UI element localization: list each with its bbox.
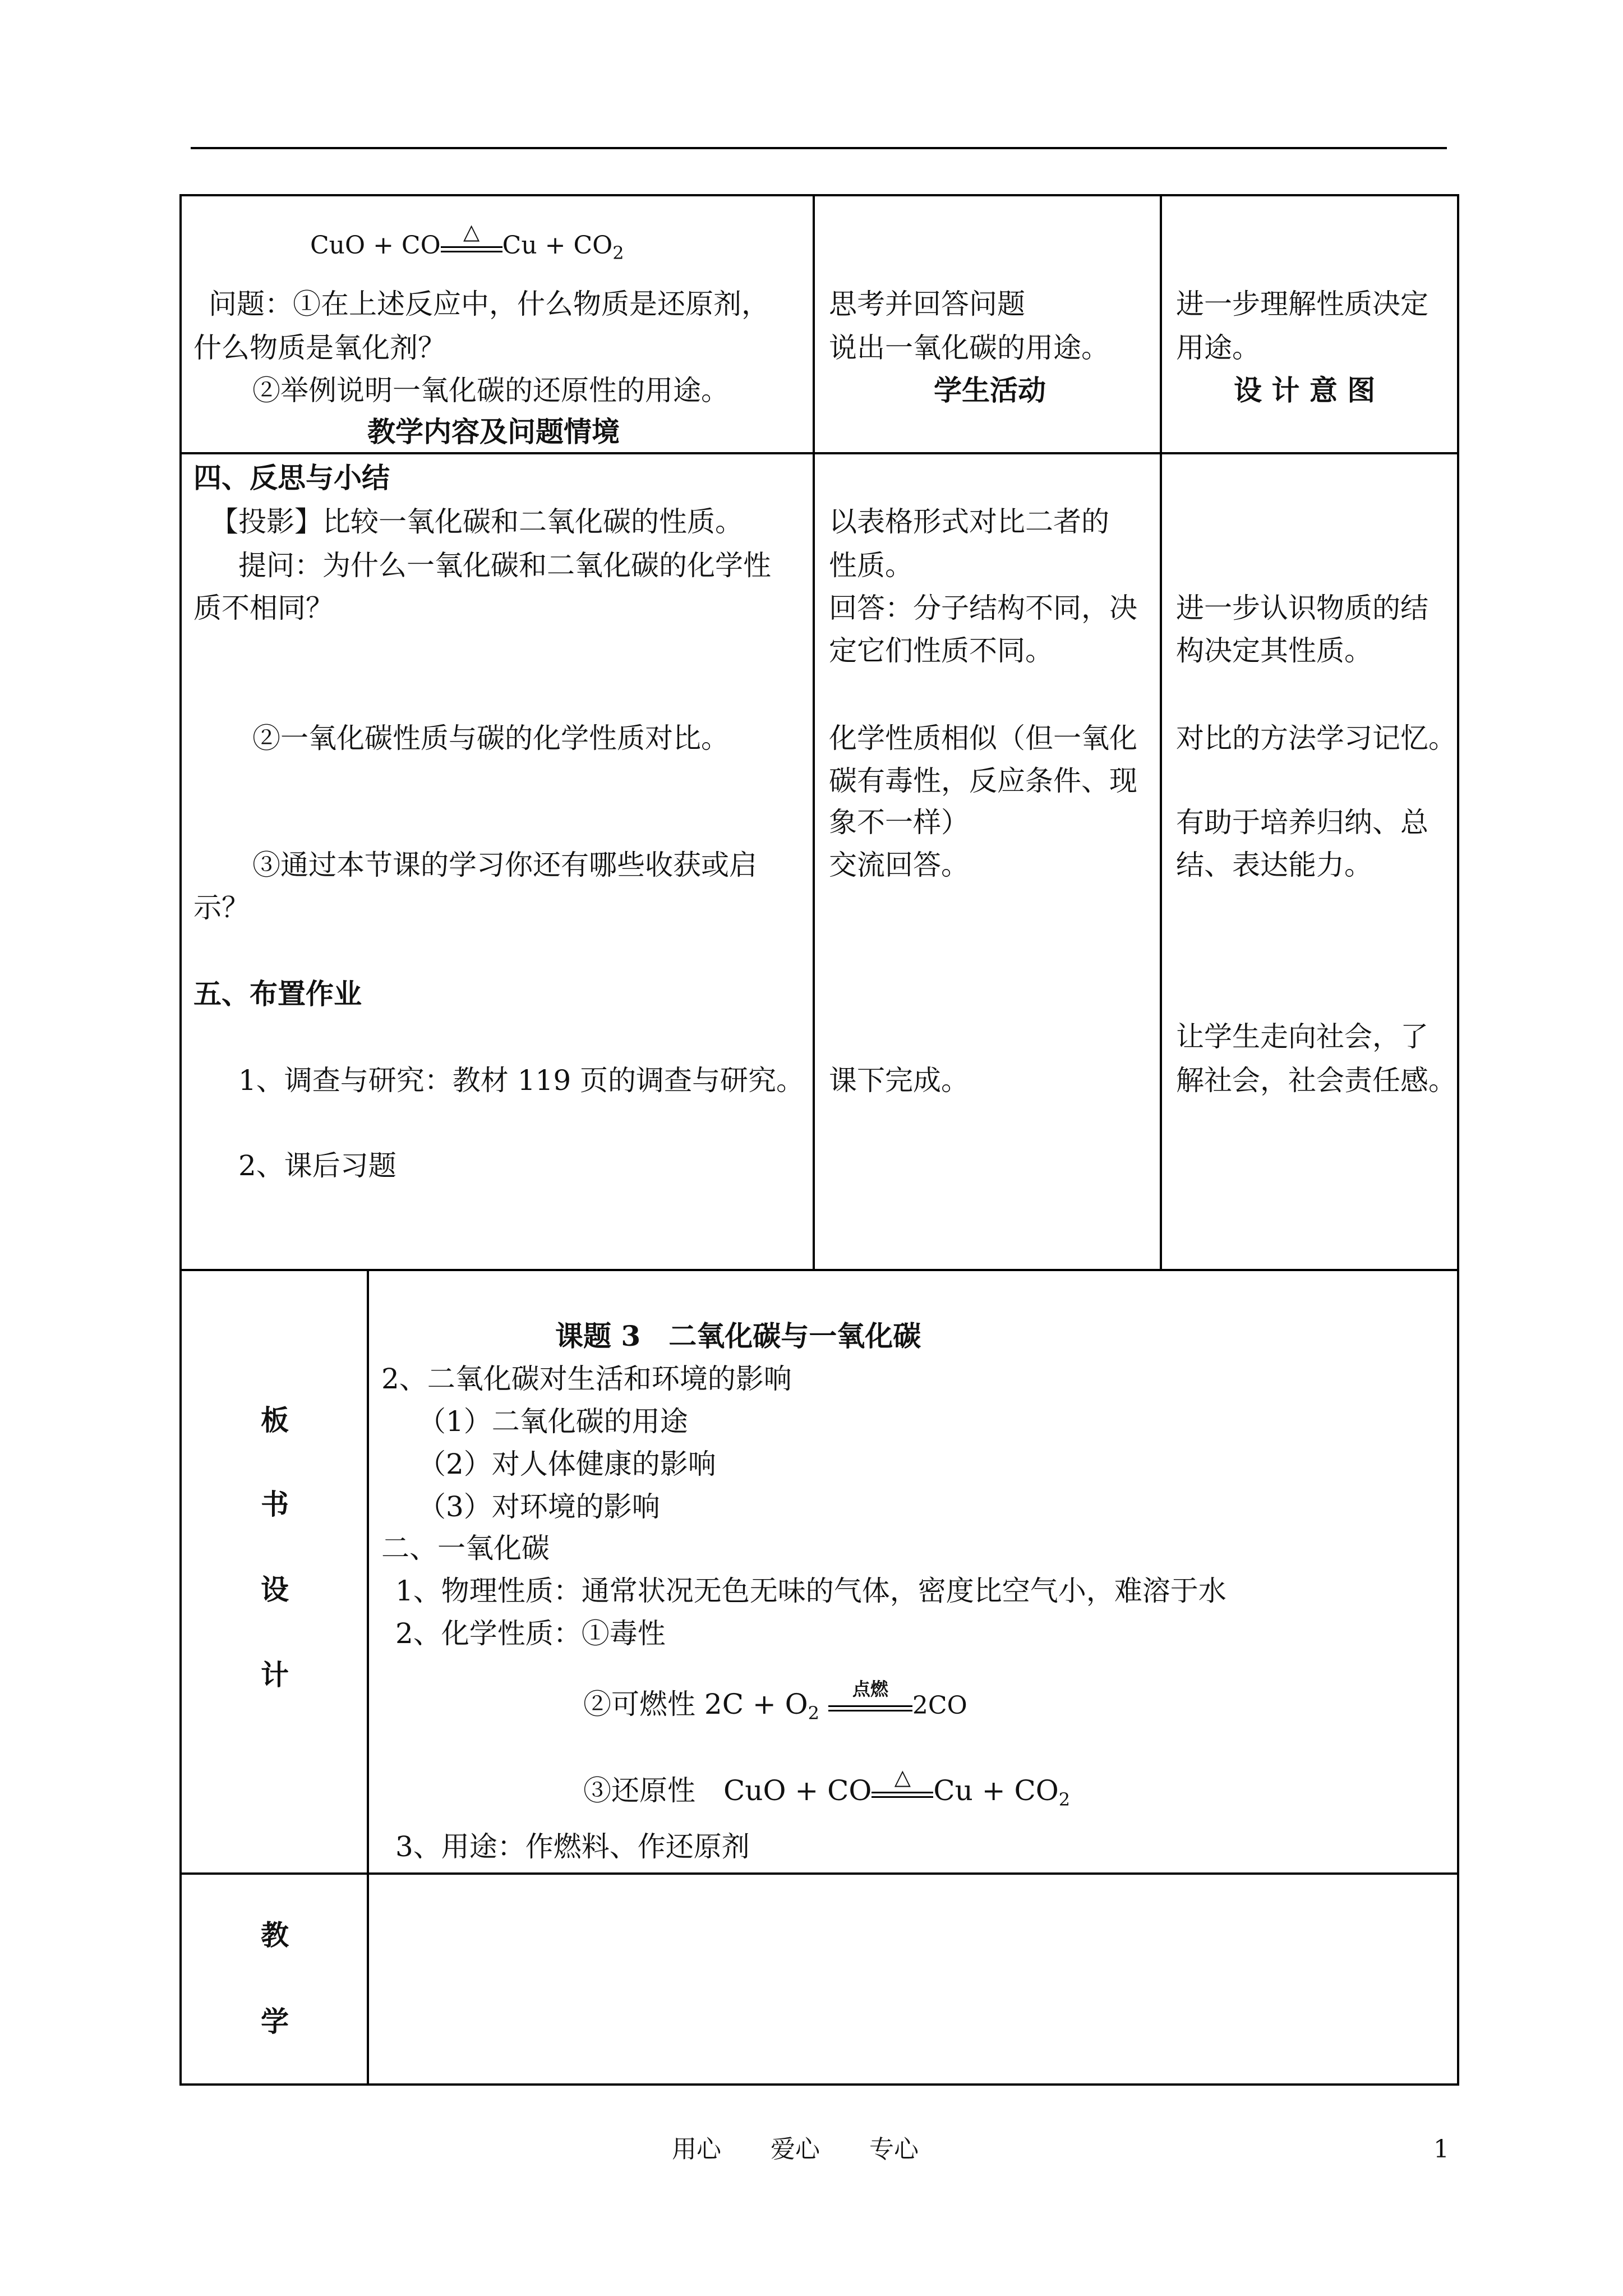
board-line: 二、一氧化碳 xyxy=(381,1532,550,1565)
board-line: 1、物理性质：通常状况无色无味的气体，密度比空气小，难溶于水 xyxy=(395,1575,1227,1607)
board-label-char: 设 xyxy=(261,1573,289,1606)
board-line: （1）二氧化碳的用途 xyxy=(418,1405,688,1438)
header-intent: 设 计 意 图 xyxy=(1234,374,1376,407)
board-label-char: 书 xyxy=(261,1488,289,1521)
student-activity-text: 象不一样） xyxy=(829,806,969,839)
teach-label-char: 教 xyxy=(261,1918,289,1952)
student-activity-text: 思考并回答问题 xyxy=(829,288,1025,320)
board-line: （3）对环境的影响 xyxy=(418,1490,660,1523)
content-text: ②一氧化碳性质与碳的化学性质对比。 xyxy=(252,722,729,754)
reaction-arrow: 点燃 xyxy=(828,1695,912,1718)
board-label-char: 计 xyxy=(261,1658,289,1691)
intent-text: 进一步认识物质的结 xyxy=(1176,592,1428,624)
board-line: （2）对人体健康的影响 xyxy=(418,1448,716,1480)
board-label-char: 板 xyxy=(261,1404,289,1437)
student-activity-text: 交流回答。 xyxy=(829,849,969,881)
combustion-equation: ②可燃性 $2C + O_2$ 点燃 2CO xyxy=(583,1678,967,1724)
teach-label-char: 学 xyxy=(261,2005,289,2038)
content-text: ③通过本节课的学习你还有哪些收获或启 xyxy=(252,849,757,881)
intent-text: 用途。 xyxy=(1176,332,1260,364)
intent-text: 解社会，社会责任感。 xyxy=(1176,1064,1456,1097)
header-rule xyxy=(191,147,1447,149)
student-activity-text: 化学性质相似（但一氧化 xyxy=(829,722,1137,754)
student-activity-text: 课下完成。 xyxy=(829,1064,969,1097)
intent-text: 对比的方法学习记忆。 xyxy=(1176,722,1456,754)
reaction-arrow: △ xyxy=(441,236,502,259)
section-five-title: 五、布置作业 xyxy=(193,977,362,1010)
student-activity-text: 以表格形式对比二者的 xyxy=(829,505,1109,538)
header-content: 教学内容及问题情境 xyxy=(367,415,620,448)
homework-item: 1、调查与研究：教材 119 页的调查与研究。 xyxy=(238,1064,805,1097)
homework-item: 2、课后习题 xyxy=(238,1149,396,1182)
equation-cuo-co: CuO + CO △ $Cu + CO_2$ xyxy=(310,219,624,264)
content-text: 提问：为什么一氧化碳和二氧化碳的化学性 xyxy=(238,549,771,582)
student-activity-text: 说出一氧化碳的用途。 xyxy=(829,332,1109,364)
question-text: 什么物质是氧化剂？ xyxy=(193,332,446,364)
header-student: 学生活动 xyxy=(934,374,1046,407)
board-line: 3、用途：作燃料、作还原剂 xyxy=(395,1830,750,1863)
student-activity-text: 碳有毒性，反应条件、现 xyxy=(829,765,1137,797)
intent-text: 有助于培养归纳、总 xyxy=(1176,806,1428,839)
reduction-equation: ③还原性 CuO + CO △ $Cu + CO_2$ xyxy=(583,1765,1071,1810)
content-text: 示？ xyxy=(193,891,250,924)
board-line: 2、化学性质：①毒性 xyxy=(395,1617,666,1650)
section-four-title: 四、反思与小结 xyxy=(193,461,390,494)
intent-text: 让学生走向社会，了 xyxy=(1176,1020,1428,1053)
intent-text: 进一步理解性质决定 xyxy=(1176,288,1428,320)
board-title: 课题 3 二氧化碳与一氧化碳 xyxy=(555,1319,921,1352)
intent-text: 结、表达能力。 xyxy=(1176,849,1372,881)
question-text: 问题：①在上述反应中，什么物质是还原剂， xyxy=(209,288,769,320)
board-line: 2、二氧化碳对生活和环境的影响 xyxy=(381,1363,792,1395)
student-activity-text: 回答：分子结构不同，决 xyxy=(829,592,1137,624)
footer-motto: 用心 爱心 专心 xyxy=(672,2135,919,2164)
intent-text: 构决定其性质。 xyxy=(1176,634,1372,667)
content-text: 质不相同？ xyxy=(193,592,334,624)
content-text: 【投影】比较一氧化碳和二氧化碳的性质。 xyxy=(210,505,743,538)
student-activity-text: 定它们性质不同。 xyxy=(829,634,1053,667)
question-text: ②举例说明一氧化碳的还原性的用途。 xyxy=(252,374,729,407)
page-number: 1 xyxy=(1433,2135,1449,2164)
student-activity-text: 性质。 xyxy=(829,549,913,582)
reaction-arrow: △ xyxy=(872,1782,933,1804)
